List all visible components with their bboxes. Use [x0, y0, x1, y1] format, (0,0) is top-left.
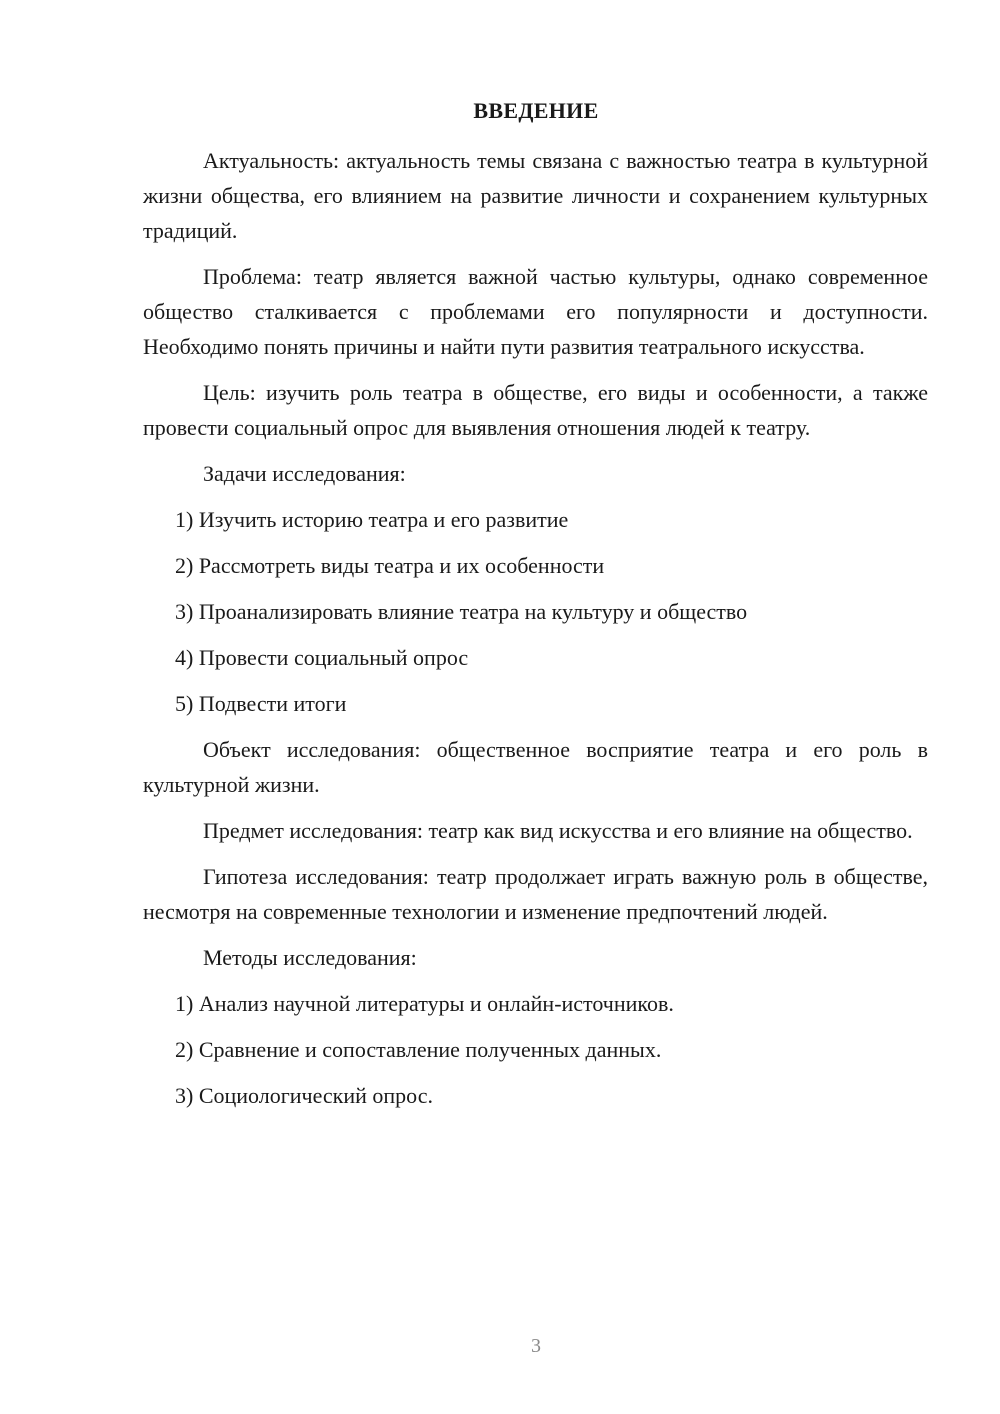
problem-paragraph: Проблема: театр является важной частью культуры, однако современное общество сталкивается с проблемами его популярности и доступности. Необходимо понять причины и найти пути развития театрального искусства. [143, 264, 928, 359]
tasks-heading: Задачи исследования: [203, 461, 406, 486]
methods-heading: Методы исследования: [203, 945, 417, 970]
list-item: 2) Сравнение и сопоставление полученных данных. [175, 1037, 662, 1062]
object-paragraph: Объект исследования: общественное восприятие театра и его роль в культурной жизни. [143, 737, 928, 797]
list-item: 1) Изучить историю театра и его развитие [175, 507, 569, 532]
relevance-paragraph: Актуальность: актуальность темы связана с важностью театра в культурной жизни общества, его влиянием на развитие личности и сохранением культурных традиций. [143, 148, 928, 243]
page-number: 3 [531, 1335, 541, 1357]
page-title: ВВЕДЕНИЕ [473, 98, 599, 123]
hypothesis-paragraph: Гипотеза исследования: театр продолжает играть важную роль в обществе, несмотря на современные технологии и изменение предпочтений людей. [143, 864, 928, 924]
document-body [143, 143, 928, 1124]
list-item: 2) Рассмотреть виды театра и их особенности [175, 553, 605, 578]
goal-paragraph: Цель: изучить роль театра в обществе, его виды и особенности, а также провести социальный опрос для выявления отношения людей к театру. [143, 380, 928, 440]
list-item: 1) Анализ научной литературы и онлайн-источников. [175, 991, 674, 1016]
tasks-list [143, 502, 928, 721]
subject-paragraph: Предмет исследования: театр как вид искусства и его влияние на общество. [203, 818, 913, 843]
methods-list [143, 986, 928, 1113]
list-item: 4) Провести социальный опрос [175, 645, 469, 670]
list-item: 5) Подвести итоги [175, 691, 347, 716]
list-item: 3) Социологический опрос. [175, 1083, 433, 1108]
list-item: 3) Проанализировать влияние театра на культуру и общество [175, 599, 748, 624]
